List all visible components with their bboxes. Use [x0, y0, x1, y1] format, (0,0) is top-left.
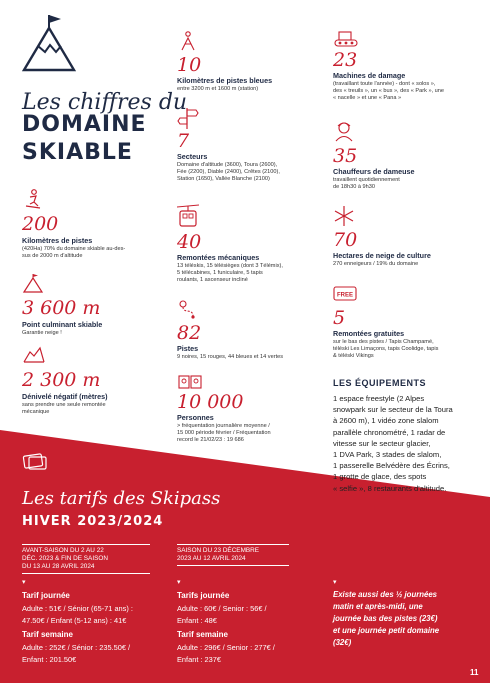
stat-desc-pistes: (420Ha) 70% du domaine skiable au-des- sus de 2000 m d'altitude	[22, 246, 126, 260]
tarif-col3-special-offers: Existe aussi des ½ journées matin et après-midi, une journée bas des pistes (23€) et une journée petit domaine (32€)	[333, 590, 440, 647]
stat-label-hectares: Hectares de neige de culture	[333, 251, 431, 260]
signpost-icon	[177, 106, 199, 130]
driver-icon	[333, 120, 355, 142]
mountain-peak-icon	[22, 274, 44, 294]
stat-value-denivele: 2 300 m	[22, 369, 101, 391]
stat-value-machines: 23	[333, 49, 358, 71]
blue-run-icon	[177, 30, 199, 52]
trail-icon	[177, 298, 199, 320]
tarif-col2-arrow: ▾	[177, 579, 181, 586]
tarif-col2-journee-label: Tarifs journée	[177, 591, 230, 600]
gondola-icon	[177, 204, 199, 228]
tarifs-title-script: Les tarifs des Skipass	[22, 488, 221, 509]
stat-desc-gratuites: sur le bas des pistes / Tapis Champamé, téléski Les Limaçons, tapis Coolidge, tapis & téléski Vikings	[333, 339, 439, 360]
stat-value-pistes-count: 82	[177, 322, 202, 344]
stat-desc-denivele: sans prendre une seule remontée mécanique	[22, 402, 106, 416]
people-icon	[177, 372, 203, 390]
stat-desc-pistes-count: 9 noires, 15 rouges, 44 bleues et 14 vertes	[177, 354, 284, 360]
stat-label-culminant: Point culminant skiable	[22, 320, 103, 329]
snowflake-icon	[333, 205, 355, 227]
tarif-col2-head: SAISON DU 23 DÉCEMBRE 2023 AU 12 AVRIL 2024	[177, 544, 289, 566]
equipements-text: 1 espace freestyle (2 Alpes snowpark sur le secteur de la Toura à 2600 m), 1 vidéo zone slalom parallèle chronométré, 1 radar de vitesse sur le secteur glacier, 1 DVA Park, 3 stades de slalom, 1 passerelle Belvédère des Écrins, 1 grotte de glace, des spots « selfie », 8 restaurants d'altitude.	[333, 394, 453, 493]
stat-desc-culminant: Garantie neige !	[22, 330, 62, 336]
stat-label-gratuites: Remontées gratuites	[333, 329, 405, 338]
tarif-col1-journee-values: Adulte : 51€ / Sénior (65-71 ans) : 47.50€ / Enfant (5-12 ans) : 41€	[22, 604, 133, 625]
stat-label-chauffeurs: Chauffeurs de dameuse	[333, 167, 415, 176]
stat-label-bleues: Kilomètres de pistes bleues	[177, 76, 273, 85]
header-title-script: Les chiffres du	[22, 90, 188, 115]
free-ticket-icon	[333, 284, 357, 302]
header-title-line1: DOMAINE	[22, 112, 147, 137]
tarif-col3-arrow: ▾	[333, 579, 337, 586]
mountain-flag-icon	[20, 12, 78, 74]
stat-desc-secteurs: Domaine d'altitude (3600), Toura (2600), Fée (2200), Diable (2400), Crêtes (2100), Station (1650), Vallée Blanche (2100)	[177, 162, 280, 183]
stat-desc-hectares: 270 enneigeurs / 19% du domaine	[333, 261, 419, 267]
stat-desc-remontees: 13 téléskis, 15 télésièges (dont 3 Télémix), 5 télécabines, 1 funiculaire, 5 tapis roulants, 1 ascenseur incliné	[177, 263, 283, 284]
header-title-line2: SKIABLE	[22, 140, 133, 165]
tarifs-subtitle: HIVER 2023/2024	[22, 514, 164, 529]
tarif-col1-arrow: ▾	[22, 579, 26, 586]
stat-label-secteurs: Secteurs	[177, 152, 208, 161]
skier-icon	[22, 188, 44, 210]
stat-value-remontees: 40	[177, 231, 202, 253]
stat-label-remontees: Remontées mécaniques	[177, 253, 260, 262]
tarif-col1-semaine-values: Adulte : 252€ / Sénior : 235.50€ / Enfant : 201.50€	[22, 643, 131, 664]
stat-value-bleues: 10	[177, 54, 202, 76]
snowgroomer-icon	[333, 30, 359, 48]
stat-desc-chauffeurs: travaillent quotidiennement de 18h30 à 9h30	[333, 177, 400, 191]
stat-value-culminant: 3 600 m	[22, 297, 101, 319]
tarif-col1-semaine-label: Tarif semaine	[22, 630, 73, 639]
stat-desc-bleues: entre 3200 m et 1600 m (station)	[177, 86, 259, 92]
tarif-col1-journee-label: Tarif journée	[22, 591, 70, 600]
stat-desc-machines: (travaillant toute l'année) - dont « solos », des « treuils », un « bus », des « Park », une « nacelle » et une « Pana »	[333, 81, 445, 102]
equipements-title: LES ÉQUIPEMENTS	[333, 378, 427, 388]
tarif-col2-semaine-label: Tarif semaine	[177, 630, 228, 639]
slope-drop-icon	[22, 344, 46, 364]
tarif-col2-journee-values: Adulte : 60€ / Senior : 56€ / Enfant : 48€	[177, 604, 267, 625]
stat-value-gratuites: 5	[333, 307, 346, 329]
stat-label-pistes: Kilomètres de pistes	[22, 236, 93, 245]
stat-value-chauffeurs: 35	[333, 145, 358, 167]
stat-label-denivele: Dénivelé négatif (mètres)	[22, 392, 108, 401]
tarif-col1-head: AVANT-SAISON DU 2 AU 22 DÉC. 2023 & FIN DE SAISON DU 13 AU 28 AVRIL 2024	[22, 544, 150, 574]
stat-value-pistes: 200	[22, 213, 59, 235]
stat-label-machines: Machines de damage	[333, 71, 406, 80]
stat-value-secteurs: 7	[177, 130, 190, 152]
stat-label-personnes: Personnes	[177, 413, 214, 422]
page-number: 11	[470, 668, 479, 677]
stat-desc-personnes: > fréquentation journalière moyenne / 15 000 période février / Fréquentation record le 21/02/23 : 19 686	[177, 423, 271, 444]
tarif-col2-semaine-values: Adulte : 296€ / Senior : 277€ / Enfant : 237€	[177, 643, 275, 664]
stat-value-hectares: 70	[333, 229, 358, 251]
stat-value-personnes: 10 000	[177, 391, 244, 413]
svg-text:FREE: FREE	[336, 292, 354, 299]
ticket-icon	[22, 451, 48, 471]
stat-label-pistes-count: Pistes	[177, 344, 199, 353]
